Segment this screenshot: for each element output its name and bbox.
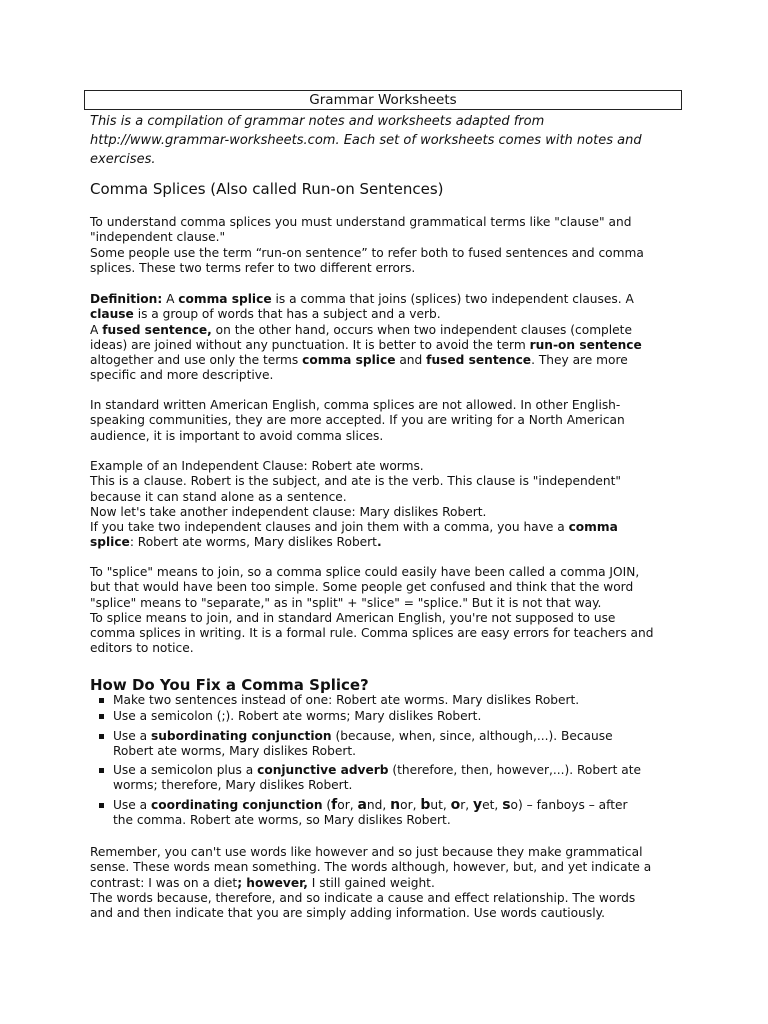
text-span: is a group of words that has a subject and a verb. bbox=[133, 307, 441, 322]
text-line: specific and more descriptive. bbox=[90, 368, 274, 383]
text-line: speaking communities, they are more accepted. If you are writing for a North American bbox=[90, 413, 625, 428]
text-line: To understand comma splices you must understand grammatical terms like "clause" and bbox=[90, 215, 632, 229]
text-line bbox=[90, 353, 690, 368]
fix-list bbox=[96, 693, 696, 832]
paragraph-example bbox=[90, 459, 690, 551]
list-item bbox=[96, 798, 696, 829]
text-line: "independent clause." bbox=[90, 230, 226, 245]
text-span: . They are more bbox=[531, 353, 628, 368]
term-coordinating-conjunction: coordinating conjunction bbox=[151, 797, 323, 812]
fanboys-letter: n bbox=[390, 796, 401, 813]
text-line: sense. These words mean something. The words although, however, but, and yet indicate a bbox=[90, 860, 652, 875]
definition-label: Definition: bbox=[90, 292, 163, 306]
text-span: If you take two independent clauses and join them with a comma, you have a bbox=[90, 520, 569, 535]
text-line: To "splice" means to join, so a comma splice could easily have been called a comma JOIN, bbox=[90, 565, 640, 579]
text-span: I still gained weight. bbox=[307, 875, 435, 890]
text-line: splices. These two terms refer to two different errors. bbox=[90, 260, 416, 275]
text-span: contrast: I was on a diet bbox=[90, 875, 238, 890]
text-span: Robert ate worms, Mary dislikes Robert. bbox=[113, 743, 357, 758]
term-splice: splice bbox=[90, 535, 130, 550]
text-line: because it can stand alone as a sentence. bbox=[90, 489, 347, 504]
text-line: Some people use the term “run-on sentence” to refer both to fused sentences and comma bbox=[90, 245, 644, 260]
text-line bbox=[90, 307, 690, 322]
paragraph-definition bbox=[90, 292, 690, 384]
term-comma: comma bbox=[568, 520, 618, 535]
fanboys-letter: f bbox=[331, 796, 338, 813]
text-span: o) – fanboys – after bbox=[510, 797, 628, 812]
text-span: worms; therefore, Mary dislikes Robert. bbox=[113, 778, 353, 793]
text-span: A bbox=[90, 322, 103, 337]
text-line: The words because, therefore, and so indicate a cause and effect relationship. The words bbox=[90, 890, 636, 905]
text-span: (therefore, then, however,...). Robert ate bbox=[388, 763, 641, 778]
text-line bbox=[90, 338, 690, 353]
paragraph-remember bbox=[90, 845, 690, 921]
fanboys-letter: a bbox=[357, 796, 367, 813]
term-conjunctive-adverb: conjunctive adverb bbox=[257, 763, 389, 778]
text-span: or, bbox=[337, 797, 358, 812]
term-run-on-sentence: run-on sentence bbox=[529, 337, 642, 352]
text-line: Now let's take another independent clause: Mary dislikes Robert. bbox=[90, 504, 487, 519]
fanboys-letter: b bbox=[420, 796, 431, 813]
text-span: on the other hand, occurs when two independent clauses (complete bbox=[211, 322, 632, 337]
term-subordinating-conjunction: subordinating conjunction bbox=[151, 728, 332, 743]
text-line: editors to notice. bbox=[90, 641, 194, 656]
text-span: or, bbox=[400, 797, 421, 812]
text-line: This is a clause. Robert is the subject, and ate is the verb. This clause is "independent" bbox=[90, 474, 622, 489]
text-span: and bbox=[395, 353, 427, 368]
text-span: is a comma that joins (splices) two independent clauses. A bbox=[271, 292, 634, 306]
paragraph-splice-meaning bbox=[90, 565, 690, 657]
text-span: Use a bbox=[113, 797, 151, 812]
text-line: Remember, you can't use words like however and so just because they make grammatical bbox=[90, 845, 643, 859]
text-span: Use a bbox=[113, 728, 151, 743]
text-span: (because, when, since, although,...). Because bbox=[331, 728, 613, 743]
text-line bbox=[90, 292, 690, 307]
text-line: but that would have been too simple. Some people get confused and think that the word bbox=[90, 580, 634, 595]
list-item: Use a semicolon (;). Robert ate worms; Mary dislikes Robert. bbox=[96, 709, 696, 724]
paragraph-intro-terms bbox=[90, 215, 690, 276]
text-line bbox=[90, 323, 690, 338]
fanboys-letter: y bbox=[473, 796, 483, 813]
text-span: ideas) are joined without any punctuation. It is better to avoid the term bbox=[90, 337, 530, 352]
text-span: : Robert ate worms, Mary dislikes Robert bbox=[129, 535, 377, 550]
paragraph-american-english bbox=[90, 398, 690, 444]
term-fused-sentence: fused sentence bbox=[426, 353, 532, 368]
text-line: comma splices in writing. It is a formal rule. Comma splices are easy errors for teachers and bbox=[90, 626, 654, 641]
fanboys-letter: s bbox=[502, 796, 511, 813]
text-line bbox=[90, 520, 690, 535]
term-comma-splice: comma splice bbox=[178, 292, 272, 306]
term-clause: clause bbox=[90, 307, 134, 322]
term-fused-sentence: fused sentence, bbox=[102, 322, 212, 337]
text-span: et, bbox=[482, 797, 503, 812]
text-span: r, bbox=[460, 797, 474, 812]
page-title: Grammar Worksheets bbox=[84, 90, 682, 110]
text-span: A bbox=[162, 292, 179, 306]
text-line: audience, it is important to avoid comma slices. bbox=[90, 428, 384, 443]
term-however: ; however, bbox=[237, 875, 308, 890]
text-line: and and then indicate that you are simply adding information. Use words cautiously. bbox=[90, 906, 605, 921]
list-item bbox=[96, 763, 696, 794]
text-line bbox=[90, 876, 690, 891]
fanboys-letter: o bbox=[450, 796, 461, 813]
section-heading-fix: How Do You Fix a Comma Splice? bbox=[90, 676, 369, 694]
list-item bbox=[96, 729, 696, 760]
intro-paragraph: This is a compilation of grammar notes and worksheets adapted from http://www.grammar-worksheets.com. Each set of worksheets comes with notes and exercises. bbox=[90, 114, 642, 167]
text-line: In standard written American English, comma splices are not allowed. In other English- bbox=[90, 398, 621, 412]
text-line bbox=[90, 535, 690, 550]
term-comma-splice: comma splice bbox=[302, 353, 396, 368]
text-span: altogether and use only the terms bbox=[90, 353, 303, 368]
text-line: Example of an Independent Clause: Robert ate worms. bbox=[90, 459, 424, 473]
text-line: To splice means to join, and in standard American English, you're not supposed to use bbox=[90, 610, 616, 625]
text-span: nd, bbox=[366, 797, 391, 812]
period: . bbox=[376, 535, 382, 550]
text-span: Use a semicolon plus a bbox=[113, 763, 258, 778]
text-line: "splice" means to "separate," as in "split" + "slice" = "splice." But it is not that way. bbox=[90, 595, 602, 610]
text-span: ( bbox=[322, 797, 332, 812]
text-span: ut, bbox=[430, 797, 451, 812]
list-item: Make two sentences instead of one: Robert ate worms. Mary dislikes Robert. bbox=[96, 693, 696, 708]
section-heading-comma-splices: Comma Splices (Also called Run-on Sentences) bbox=[90, 180, 444, 198]
text-span: the comma. Robert ate worms, so Mary dislikes Robert. bbox=[113, 813, 451, 828]
